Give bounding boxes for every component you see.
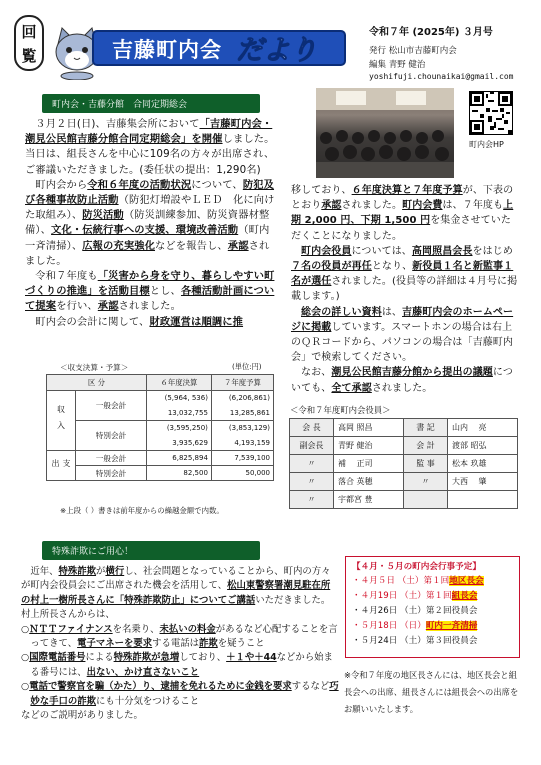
officer-role: 〃 [404, 473, 448, 491]
table-row [47, 391, 274, 406]
schedule-date: ・４月26日 （土） [352, 606, 426, 616]
officer-role: 〃 [290, 473, 334, 491]
officer-role: 〃 [290, 491, 334, 509]
meeting-paragraph-3: 令和７年度も「災害から身を守り、暮らしやすい町づくりの推進」を活動目標とし、各種活動計画について提案を行い、承認されました。 [25, 270, 275, 313]
income-general-fy6-carry: (5,964, 536) [146, 391, 211, 406]
fraud-warning-heading: 特殊詐欺にご用心！ [42, 541, 260, 560]
meeting-paragraph-2: 町内会から令和６年度の活動状況について、防犯及び各種事故防止活動（防犯灯増設やＬＥＤ 化に向けた取組み）、防災活動（防災訓練参加、防災資器材整備）、文化・伝統行事への支援、環境改善活動（町内一斉清掃）、広報の充実強化などを報告し、承認されました。 [25, 178, 275, 267]
table-row [47, 451, 274, 466]
meeting-photo [316, 88, 454, 178]
officers-table-title: ＜令和７年度町内会役員＞ [290, 405, 391, 415]
schedule-ordinal: 第１回 [423, 576, 450, 586]
officer-row [290, 437, 518, 455]
meeting-paragraph-5: 町内会役員については、高岡照昌会長をはじめ７名の役員が再任となり、新役員１名と新監事１名が選任されました。(役員等の詳細は４月号に掲載します。) [291, 245, 518, 303]
expense-special-label: 特別会計 [76, 466, 147, 481]
kairan-stamp [14, 15, 44, 71]
officer-name: 山内 亮 [448, 419, 518, 437]
finance-table-unit: (単位:円) [232, 362, 262, 371]
officer-name [448, 491, 518, 509]
schedule-item [352, 589, 513, 604]
officer-row [290, 455, 518, 473]
schedule-item [352, 604, 513, 619]
schedule-list [352, 574, 513, 649]
expense-general-fy6: 6,825,894 [146, 451, 211, 466]
schedule-date: ・５月18日 （日） [352, 621, 426, 631]
schedule-date: ・４月19日 （土） [352, 591, 426, 601]
schedule-event: 地区長会 [449, 576, 484, 586]
income-general-fy7: 13,285,861 [211, 406, 273, 421]
schedule-ordinal: 第３回 [425, 636, 452, 646]
schedule-event: 町内一斉清掃 [425, 621, 478, 631]
fraud-bullet-2: ○国際電話番号による特殊詐欺が急増しており、＋１や＋44などから始まる番号には、出ない、かけ直さないこと [21, 652, 333, 678]
issue-date: 令和７年 (2025年) ３月号 [369, 27, 493, 38]
general-meeting-heading: 町内会・吉藤分館 合同定期総会 [42, 94, 260, 113]
schedule-ordinal: 第１回 [425, 591, 452, 601]
publisher: 発行 松山市吉藤町内会 [369, 46, 457, 56]
officer-name: 青野 健治 [334, 437, 404, 455]
officer-role: 書 記 [404, 419, 448, 437]
officer-role [404, 491, 448, 509]
schedule-event: 組長会 [451, 591, 478, 601]
finance-header-category: 区 分 [47, 375, 147, 391]
officer-role: 監 事 [404, 455, 448, 473]
schedule-date: ・４月５日 （土） [352, 576, 424, 586]
newsletter-title-sub: だより [236, 35, 317, 66]
expense-general-fy7: 7,539,100 [211, 451, 273, 466]
officer-name: 落合 英穂 [334, 473, 404, 491]
officer-name: 高岡 照昌 [334, 419, 404, 437]
officer-role: 副会長 [290, 437, 334, 455]
officers-table [289, 418, 518, 509]
finance-header-row [47, 375, 274, 391]
finance-table-title: ＜収支決算・予算＞ [60, 363, 129, 372]
schedule-item [352, 619, 513, 634]
officer-name: 渡部 昭弘 [448, 437, 518, 455]
kairan-char-1: 回 [21, 23, 37, 41]
meeting-paragraph-6: 総会の詳しい資料は、吉藤町内会のホームページに掲載しています。スマートホンの場合は右上のＱＲコードから、パソコンの場合は「吉藤町内会」で検索してください。 [291, 306, 514, 364]
schedule-item [352, 574, 513, 589]
officer-role: 会 長 [290, 419, 334, 437]
officer-name: 松本 玖雄 [448, 455, 518, 473]
income-special-fy7: 4,193,159 [211, 436, 273, 451]
income-special-fy6: 3,935,629 [146, 436, 211, 451]
income-special-fy7-carry: (3,853,129) [211, 421, 273, 436]
table-row [47, 466, 274, 481]
income-general-label: 一般会計 [76, 391, 147, 421]
schedule-note: ※令和７年度の地区長さんには、地区長会と組長会への出席、組長さんには組長会への出席をお願いいたします。 [344, 670, 519, 714]
finance-table-note: ※上段（ ）書きは前年度からの繰越金額で内数。 [60, 506, 224, 515]
schedule-title: 【４月・５月の町内会行事予定】 [352, 562, 481, 572]
meeting-paragraph-1: ３月２日(日)、吉藤集会所において「吉藤町内会・潮見公民館吉藤分館合同定期総会」を開催しました。当日は、組長さんを中心に109名の方々が出席され、ご審議いただきました。(委任状の提出：1,290名) [25, 118, 275, 176]
schedule-date: ・５月24日 （土） [352, 636, 426, 646]
officer-name: 大西 肇 [448, 473, 518, 491]
finance-header-fy6: ６年度決算 [146, 375, 211, 391]
kairan-char-2: 覧 [21, 47, 37, 65]
fraud-bullet-1: ○ＮＴＴファイナンスを名乗り、未払いの料金があるなど心配することを言ってきて、電子マネーを要求する電話は詐欺を疑うこと [21, 623, 338, 650]
fraud-report [21, 565, 339, 723]
income-general-fy7-carry: (6,206,861) [211, 391, 273, 406]
meeting-paragraph-4-cont: 移しており、６年度決算と７年度予算が、下表のとおり承認されました。町内会費は、７年度も上期 2,000 円、下期 1,500 円を集金させていただくことになりました。 [291, 185, 514, 242]
income-special-fy6-carry: (3,595,250) [146, 421, 211, 436]
finance-table [46, 374, 274, 481]
fraud-tail: などのご説明がありました。 [21, 710, 143, 722]
officer-role: 〃 [290, 455, 334, 473]
meeting-report-left-column [25, 117, 279, 330]
homepage-qr-code[interactable] [469, 91, 513, 135]
officer-name: 補 正司 [334, 455, 404, 473]
meeting-report-right-column [291, 183, 521, 396]
schedule-ordinal: 第２回 [425, 606, 452, 616]
qr-caption: 町内会HP [469, 140, 504, 149]
officer-role: 会 計 [404, 437, 448, 455]
officer-row [290, 491, 518, 509]
income-general-fy6: 13,032,755 [146, 406, 211, 421]
finance-header-fy7: ７年度予算 [211, 375, 273, 391]
table-row [47, 421, 274, 436]
schedule-item [352, 634, 513, 649]
expense-label: 支出 [47, 451, 76, 481]
editor: 編集 青野 健治 [369, 60, 426, 70]
fraud-paragraph-1: 近年、特殊詐欺が横行し、社会問題となっていることから、町内の方々が町内会役員会にご出席された機会を活用して、松山東警察署潮見駐在所の村上一樹所長さんに「特殊詐欺防止」についてご講話いただきました。村上所長さんからは、 [21, 566, 331, 621]
email[interactable]: yoshifuji.chounaikai@gmail.com [369, 72, 514, 81]
meeting-paragraph-4: 町内会の会計に関して、財政運営は順調に推 [35, 315, 244, 328]
schedule-event: 役員会 [451, 606, 478, 616]
officer-row [290, 419, 518, 437]
officer-name: 宇都宮 豊 [334, 491, 404, 509]
schedule-event: 役員会 [451, 636, 478, 646]
income-special-label: 特別会計 [76, 421, 147, 451]
meeting-paragraph-7: なお、潮見公民館吉藤分館から提出の議題についても、全て承認されました。 [291, 367, 513, 394]
expense-general-label: 一般会計 [76, 451, 147, 466]
fraud-bullet-3: ○電話で警察官を騙（かた）り、逮捕を免れるために金銭を要求するなど巧妙な手口の詐欺にも十分気をつけること [21, 681, 339, 707]
expense-special-fy7: 50,000 [211, 466, 273, 481]
income-label: 収入 [47, 391, 76, 451]
schedule-box [345, 556, 520, 658]
expense-special-fy6: 82,500 [146, 466, 211, 481]
newsletter-title-main: 吉藤町内会 [112, 38, 222, 62]
officer-row [290, 473, 518, 491]
